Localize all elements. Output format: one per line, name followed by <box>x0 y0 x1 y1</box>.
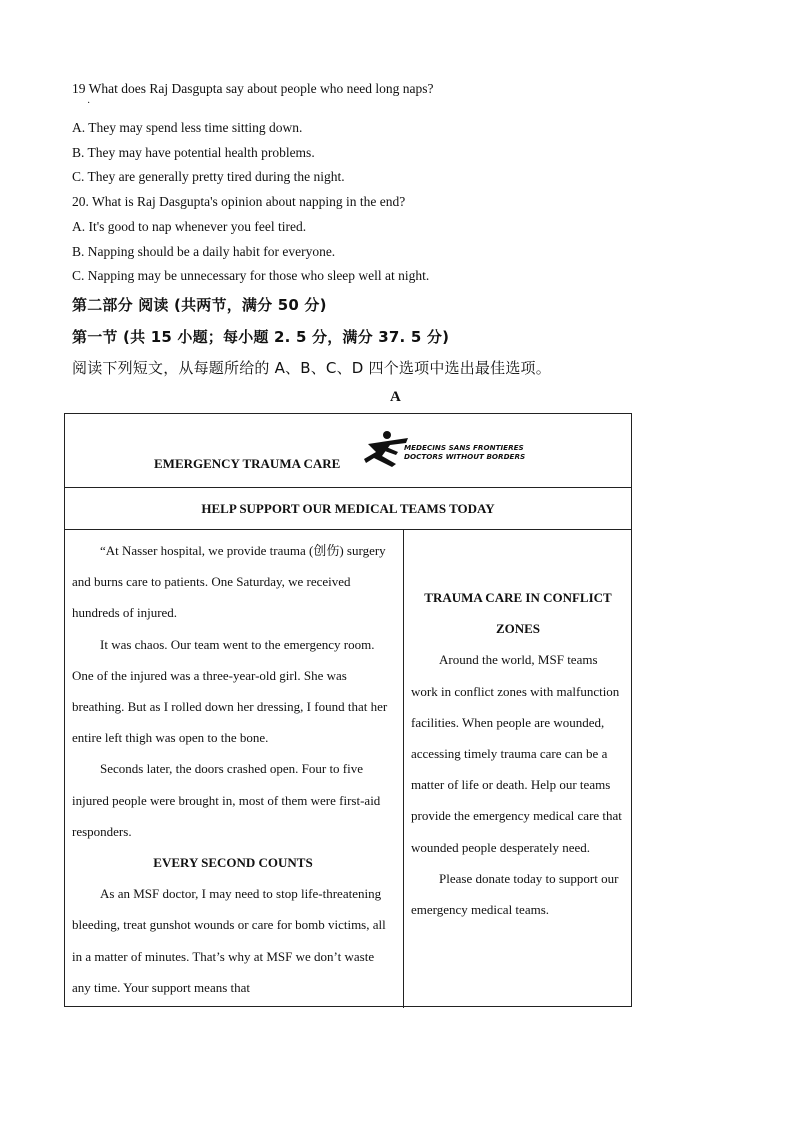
q19-option-b: B. They may have potential health problems. <box>72 145 315 160</box>
q20-option-a: A. It's good to nap whenever you feel tired. <box>72 219 307 234</box>
msf-logo <box>362 430 538 470</box>
q19-option-c: C. They are generally pretty tired during the night. <box>72 169 345 184</box>
left-paragraph: As an MSF doctor, I may need to stop life-threatening bleeding, treat gunshot wounds or care for bomb victims, all in a matter of minutes. That’s why at MSF we don’t waste any time. Your support means that <box>72 886 386 995</box>
ad-header-row <box>65 414 631 488</box>
left-column <box>72 535 394 1003</box>
every-second-counts-heading: EVERY SECOND COUNTS <box>153 855 313 871</box>
section-part-heading: 第二部分 阅读 (共两节，满分 50 分) <box>72 296 327 314</box>
q20-option-b: B. Napping should be a daily habit for everyone. <box>72 244 336 259</box>
logo-text-french: MEDECINS SANS FRONTIERES <box>404 443 524 452</box>
q19-option-a: A. They may spend less time sitting down. <box>72 120 303 135</box>
section-instruction: 阅读下列短文，从每题所给的 A、B、C、D 四个选项中选出最佳选项。 <box>72 359 551 377</box>
question-19: 19 What does Raj Dasgupta say about people who need long naps? <box>72 81 434 96</box>
ad-support-row <box>65 488 631 530</box>
passage-letter: A <box>390 389 401 405</box>
q20-option-c: C. Napping may be unnecessary for those who sleep well at night. <box>72 268 430 283</box>
conflict-zones-heading: TRAUMA CARE IN CONFLICT ZONES <box>424 590 612 637</box>
left-paragraph: It was chaos. Our team went to the emergency room. One of the injured was a three-year-old girl. She was breathing. But as I rolled down her dressing, I found that her entire left thigh was open to the bone. <box>72 636 388 746</box>
right-column <box>411 582 625 925</box>
question-20: 20. What is Raj Dasgupta's opinion about napping in the end? <box>72 194 406 209</box>
column-divider <box>403 530 404 1008</box>
logo-text-english: DOCTORS WITHOUT BORDERS <box>404 452 526 461</box>
ad-header-title: EMERGENCY TRAUMA CARE <box>154 456 341 471</box>
support-title: HELP SUPPORT OUR MEDICAL TEAMS TODAY <box>201 501 495 516</box>
question-19-dot: · <box>87 98 91 109</box>
right-paragraph: Please donate today to support our emergency medical teams. <box>411 870 619 918</box>
left-paragraph: Seconds later, the doors crashed open. Four to five injured people were brought in, most of them were first-aid responders. <box>72 761 381 839</box>
section-sub-heading: 第一节 (共 15 小题；每小题 2. 5 分，满分 37. 5 分) <box>72 328 450 346</box>
right-paragraph: Around the world, MSF teams work in conflict zones with malfunction facilities. When people are wounded, accessing timely trauma care can be a matter of life or death. Help our teams provide the emergency medical care that wounded people desperately need. <box>411 652 622 855</box>
left-paragraph: “At Nasser hospital, we provide trauma (创伤) surgery and burns care to patients. One Saturday, we received hundreds of injured. <box>72 543 386 621</box>
ad-frame <box>64 413 632 1007</box>
